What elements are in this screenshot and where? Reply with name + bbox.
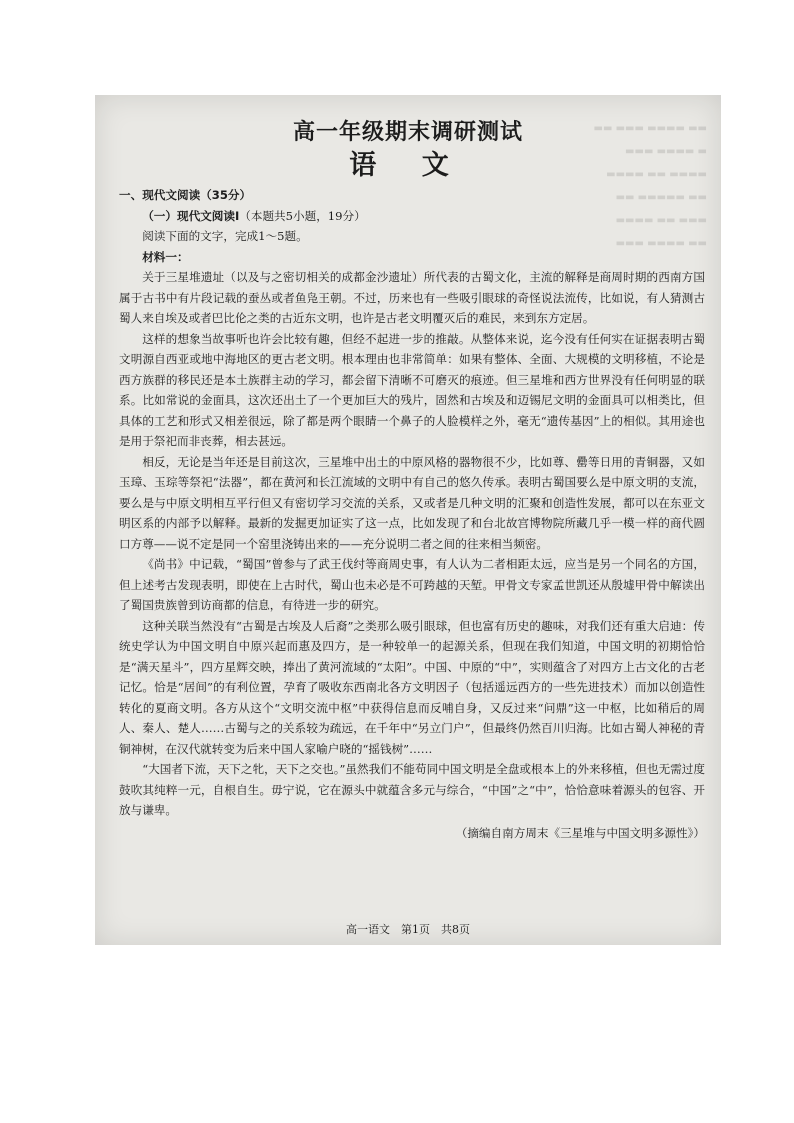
exam-title: 高一年级期末调研测试: [292, 120, 523, 145]
subsection-heading: [119, 206, 705, 227]
subsection-label: （一）现代文阅读Ⅰ: [142, 208, 240, 223]
instruction: 阅读下面的文字，完成1～5题。: [142, 229, 308, 243]
bleed-through-text: ▬▬ ▬▬▬ ▬▬▬▬ ▬▬ ▬▬▬ ▬▬▬▬ ▬ ▬▬▬▬ ▬▬ ▬▬▬▬ ▬▬ ▬▬▬▬▬ ▬▬ ▬▬▬▬ ▬▬ ▬▬▬ ▬▬▬ ▬▬▬▬ ▬▬: [593, 123, 707, 249]
subject-title: 语 文: [349, 150, 467, 181]
passage-paragraph: 关于三星堆遗址（以及与之密切相关的成都金沙遗址）所代表的古蜀文化，主流的解释是商周时期的西南方国属于古书中有片段记载的蚕丛或者鱼凫王朝。不过，历来也有一些吸引眼球的奇怪说法流传，比如说，有人猜测古蜀人来自埃及或者巴比伦之类的古近东文明，也许是古老文明覆灭后的难民，来到东方定居。: [119, 270, 705, 325]
scanned-page: [95, 95, 721, 945]
passage-paragraph: “大国者下流，天下之牝，天下之交也。”虽然我们不能苟同中国文明是全盘或根本上的外来移植，但也无需过度鼓吹其纯粹一元，自根自生。毋宁说，它在源头中就蕴含多元与综合，“中国”之“中”，恰恰意味着源头的包容、开放与谦卑。: [119, 762, 705, 817]
passage-paragraph: 这种关联当然没有“古蜀是古埃及人后裔”之类那么吸引眼球，但也富有历史的趣味，对我们还有重大启迪：传统史学认为中国文明自中原兴起而惠及四方，是一种较单一的起源关系，但现在我们知道，中国文明的初期恰恰是“满天星斗”，四方星辉交映，捧出了黄河流域的“太阳”。中国、中原的“中”，实则蕴含了对四方上古文化的古老记忆。恰是“居间”的有利位置，孕育了吸收东西南北各方文明因子（包括遥远西方的一些先进技术）而加以创造性转化的夏商文明。各方从这个“文明交流中枢”中获得信息而反哺自身，又反过来“问鼎”这一中枢，比如稍后的周人、秦人、楚人……古蜀与之的关系较为疏远，在千年中“另立门户”，但最终仍然百川归海。比如古蜀人神秘的青铜神树，在汉代就转变为后来中国人家喻户晓的“摇钱树”……: [119, 618, 705, 756]
passage-paragraph: 《尚书》中记载，“蜀国”曾参与了武王伐纣等商周史事，有人认为二者相距太远，应当是另一个同名的方国，但上述考古发现表明，即使在上古时代，蜀山也未必是不可跨越的天堑。甲骨文专家孟世凯还从殷墟甲骨中解读出了蜀国贵族曾到访商都的信息，有待进一步的研究。: [119, 557, 705, 612]
passage-paragraph: 这样的想象当故事听也许会比较有趣，但经不起进一步的推敲。从整体来说，迄今没有任何实在证据表明古蜀文明源自西亚或地中海地区的更古老文明。根本理由也非常简单：如果有整体、全面、大规模的文明移植，不论是西方族群的移民还是本土族群主动的学习，都会留下清晰不可磨灭的痕迹。但三星堆和西方世界没有任何明显的联系。比如常说的金面具，这次还出土了一个更加巨大的残片，固然和古埃及和迈锡尼文明的金面具可以相类比，但具体的工艺和形式又相差很远，除了都是两个眼睛一个鼻子的人脸模样之外，毫无“遗传基因”上的相似。其用途也是用于祭祀而非丧葬，相去甚远。: [119, 331, 705, 448]
page-footer: 高一语文 第1页 共8页: [346, 923, 470, 936]
material-label: 材料一：: [142, 249, 189, 264]
exam-content: [119, 185, 705, 843]
passage-paragraph: 相反，无论是当年还是目前这次，三星堆中出土的中原风格的器物很不少，比如尊、罍等日用的青铜器，又如玉璋、玉琮等祭祀“法器”，都在黄河和长江流域的文明中有自己的悠久传承。表明古蜀国要么是中原文明的支流，要么是与中原文明相互平行但又有密切学习交流的关系，又或者是几种文明的汇聚和创造性发展，都可以在东亚文明区系的内部予以解释。最新的发掘更加证实了这一点，比如发现了和台北故宫博物院所藏几乎一模一样的商代圆口方尊——说不定是同一个窑里浇铸出来的——充分说明二者之间的往来相当频密。: [119, 454, 705, 551]
subsection-note: （本题共5小题，19分）: [239, 208, 366, 223]
section-heading: 一、现代文阅读（35分）: [119, 188, 252, 202]
source-citation: （摘编自南方周末《三星堆与中国文明多源性》）: [455, 825, 705, 840]
